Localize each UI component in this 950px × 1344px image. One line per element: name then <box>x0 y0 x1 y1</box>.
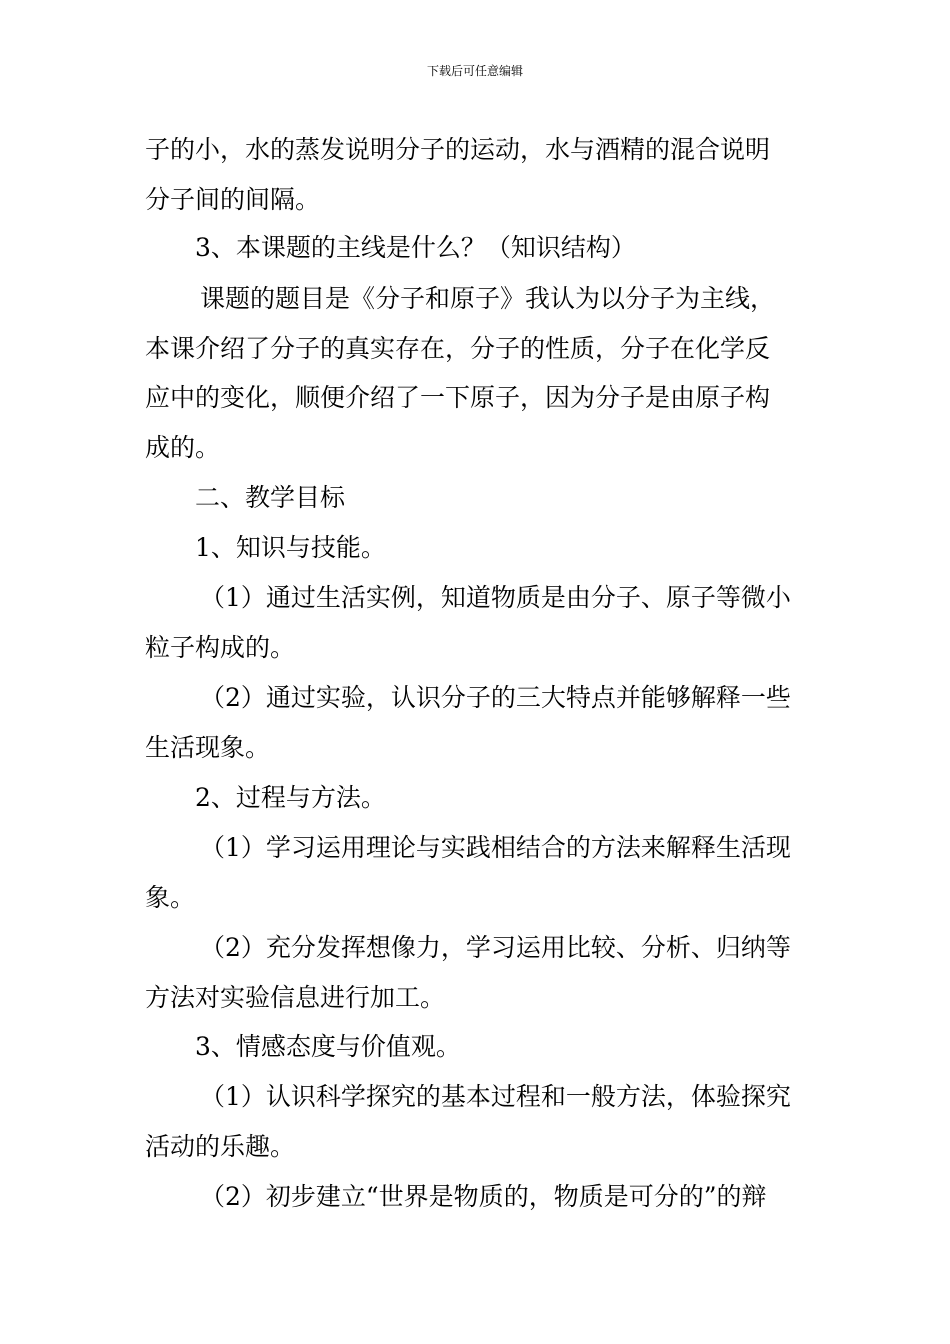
text-line-21: 活动的乐趣。 <box>145 1132 296 1161</box>
text-line-13: 生活现象。 <box>145 733 271 762</box>
text-line-3: 3、本课题的主线是什么？（知识结构） <box>195 233 636 262</box>
text-line-9: 1、知识与技能。 <box>195 533 386 562</box>
text-line-14: 2、过程与方法。 <box>195 783 386 812</box>
text-line-11: 粒子构成的。 <box>145 633 296 662</box>
text-line-15: （1）学习运用理论与实践相结合的方法来解释生活现 <box>200 833 791 862</box>
text-line-12: （2）通过实验，认识分子的三大特点并能够解释一些 <box>200 683 791 712</box>
text-line-4: 课题的题目是《分子和原子》我认为以分子为主线， <box>200 284 776 313</box>
text-line-19: 3、情感态度与价值观。 <box>195 1032 461 1061</box>
text-line-16: 象。 <box>145 883 196 912</box>
page-header: 下载后可任意编辑 <box>426 64 523 78</box>
text-line-8: 二、教学目标 <box>195 483 346 512</box>
text-line-22: （2）初步建立“世界是物质的，物质是可分的”的辩 <box>200 1182 767 1211</box>
text-line-18: 方法对实验信息进行加工。 <box>145 983 446 1012</box>
text-line-17: （2）充分发挥想像力，学习运用比较、分析、归纳等 <box>200 933 791 962</box>
text-line-7: 成的。 <box>145 433 221 462</box>
text-line-6: 应中的变化，顺便介绍了一下原子，因为分子是由原子构 <box>145 383 771 412</box>
text-line-2: 分子间的间隔。 <box>145 185 321 214</box>
text-line-20: （1）认识科学探究的基本过程和一般方法，体验探究 <box>200 1082 791 1111</box>
text-line-10: （1）通过生活实例，知道物质是由分子、原子等微小 <box>200 583 791 612</box>
text-line-5: 本课介绍了分子的真实存在，分子的性质，分子在化学反 <box>145 334 771 363</box>
text-line-1: 子的小，水的蒸发说明分子的运动，水与酒精的混合说明 <box>145 135 771 164</box>
